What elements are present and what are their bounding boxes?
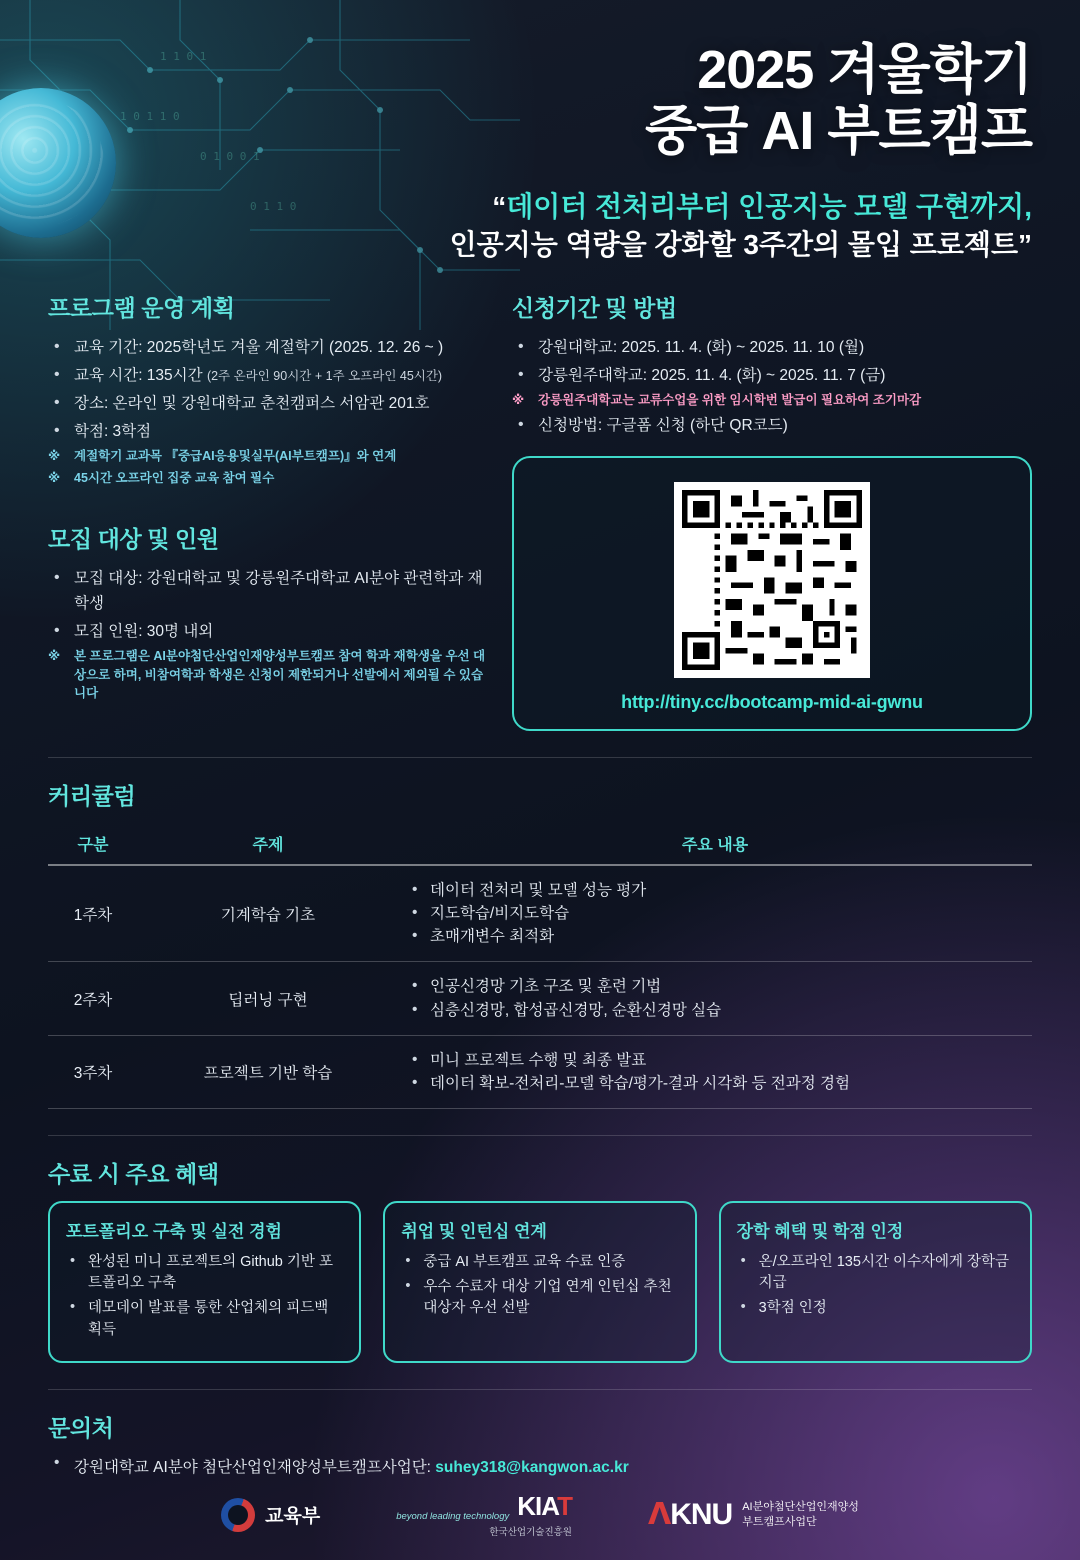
section-curriculum — [48, 778, 1032, 1110]
right-column — [512, 290, 1032, 731]
benefit-card — [719, 1201, 1032, 1362]
list-item — [48, 419, 488, 444]
list-item — [48, 391, 488, 416]
recruit-note-0-text: 본 프로그램은 AI분야첨단산업인재양성부트캠프 참여 학과 재학생을 우선 대상으로 하며, 비참여학과 학생은 신청이 제한되거나 선발에서 제외될 수 있습니다 — [74, 648, 486, 701]
cell-details — [398, 962, 1032, 1036]
section-apply-heading: 신청기간 및 방법 — [512, 294, 677, 321]
list-item — [48, 1455, 1032, 1477]
qr-code-icon[interactable] — [674, 482, 870, 678]
apply-note-0-text: 강릉원주대학교는 교류수업을 위한 임시학번 발급이 필요하여 조기마감 — [538, 392, 922, 407]
detail-item: • 데이터 확보-전처리-모델 학습/평가-결과 시각화 등 전과정 경험 — [406, 1072, 1024, 1095]
list-item — [48, 619, 488, 644]
knu-wordmark: ᐱKNU — [647, 1498, 733, 1531]
list-note — [512, 391, 1032, 410]
detail-item: • 심층신경망, 합성곱신경망, 순환신경망 실습 — [406, 999, 1024, 1022]
poster-header — [0, 0, 1080, 264]
kiat-tagline: beyond leading technology — [396, 1511, 510, 1522]
logo-moe — [221, 1498, 320, 1532]
taegeuk-icon — [221, 1498, 255, 1532]
spacer — [48, 491, 488, 521]
program-note-1-text: 45시간 오프라인 집중 교육 참여 필수 — [74, 470, 275, 485]
section-program-heading: 프로그램 운영 계획 — [48, 294, 235, 321]
program-item-1-text: 교육 시간: 135시간 — [74, 366, 203, 384]
divider — [48, 1135, 1032, 1136]
benefit-item: • 온/오프라인 135시간 이수자에게 장학금 지급 — [737, 1252, 1014, 1294]
detail-item: • 지도학습/비지도학습 — [406, 902, 1024, 925]
detail-item: • 미니 프로젝트 수행 및 최종 발표 — [406, 1049, 1024, 1072]
contact-list — [48, 1455, 1032, 1477]
benefit-item: • 완성된 미니 프로젝트의 Github 기반 포트폴리오 구축 — [66, 1252, 343, 1294]
apply-item-1-text: 강릉원주대학교: 2025. 11. 4. (화) ~ 2025. 11. 7 (금) — [538, 366, 886, 384]
benefit-card-title: 장학 혜택 및 학점 인정 — [736, 1222, 904, 1242]
benefit-card-title: 포트폴리오 구축 및 실전 경험 — [66, 1222, 282, 1242]
kiat-wordmark: KIAT — [517, 1491, 572, 1521]
contact-text: 강원대학교 AI분야 첨단산업인재양성부트캠프사업단: — [74, 1458, 431, 1476]
table-row — [48, 1035, 1032, 1109]
program-item-1-small: (2주 온라인 90시간 + 1주 오프라인 45시간) — [206, 368, 443, 383]
logo-kiat — [396, 1491, 572, 1538]
recruit-item-1-text: 모집 인원: 30명 내외 — [74, 622, 214, 640]
page-title — [48, 40, 1032, 162]
program-item-3-text: 학점: 3학점 — [74, 422, 152, 440]
section-contact — [48, 1410, 1032, 1477]
list-item — [512, 363, 1032, 388]
svg-text:0 1 1 0: 0 1 1 0 — [250, 200, 297, 213]
subtitle-accent: 데이터 전처리부터 인공지능 모델 구현까지, — [506, 191, 1032, 223]
cell-topic: 프로젝트 기반 학습 — [138, 1035, 398, 1109]
section-benefits-heading: 수료 시 주요 혜택 — [48, 1161, 219, 1188]
list-item — [512, 413, 1032, 438]
divider — [48, 757, 1032, 758]
cell-topic: 기계학습 기초 — [138, 865, 398, 962]
top-columns — [48, 290, 1032, 731]
left-column — [48, 290, 488, 731]
svg-text:0 1 0 0 1: 0 1 0 0 1 — [200, 150, 260, 163]
knu-sub-line-1: AI분야첨단산업인재양성 — [742, 1500, 859, 1513]
list-note — [48, 647, 488, 703]
table-row — [48, 865, 1032, 962]
section-recruit-heading: 모집 대상 및 인원 — [48, 525, 219, 552]
svg-text:1 0 1 1 0: 1 0 1 1 0 — [120, 110, 180, 123]
section-program — [48, 290, 488, 488]
benefit-item: • 데모데이 발표를 통한 산업체의 피드백 획득 — [66, 1298, 343, 1340]
table-row — [48, 962, 1032, 1036]
section-benefits — [48, 1156, 1032, 1362]
subtitle — [48, 188, 1032, 264]
recruit-list — [48, 566, 488, 704]
column-header-details: 주요 내용 — [398, 823, 1032, 865]
cell-week: 2주차 — [48, 962, 138, 1036]
program-list — [48, 335, 488, 488]
knu-sub — [742, 1500, 859, 1530]
contact-email[interactable]: suhey318@kangwon.ac.kr — [435, 1458, 629, 1476]
cell-week: 1주차 — [48, 865, 138, 962]
section-curriculum-heading: 커리큘럼 — [48, 782, 136, 809]
program-item-2-text: 장소: 온라인 및 강원대학교 춘천캠퍼스 서암관 201호 — [74, 394, 430, 412]
apply-item-3-text: 신청방법: 구글폼 신청 (하단 QR코드) — [538, 416, 788, 434]
svg-text:1 1 0 1: 1 1 0 1 — [160, 50, 207, 63]
detail-item: • 초매개변수 최적화 — [406, 925, 1024, 948]
subtitle-line-2: 인공지능 역량을 강화할 3주간의 몰입 프로젝트” — [449, 228, 1032, 260]
recruit-item-0-text: 모집 대상: 강원대학교 및 강릉원주대학교 AI분야 관련학과 재학생 — [74, 569, 483, 612]
poster-body — [0, 264, 1080, 1477]
list-item — [512, 335, 1032, 360]
section-apply — [512, 290, 1032, 731]
benefit-item: • 3학점 인정 — [737, 1298, 1014, 1319]
benefit-cards — [48, 1201, 1032, 1362]
benefit-card — [383, 1201, 696, 1362]
logo-knu — [648, 1497, 859, 1532]
footer-logos — [0, 1491, 1080, 1538]
qr-link[interactable]: http://tiny.cc/bootcamp-mid-ai-gwnu — [621, 691, 923, 712]
table-header-row — [48, 823, 1032, 865]
benefit-item: • 우수 수료자 대상 기업 연계 인턴십 추천 대상자 우선 선발 — [401, 1277, 678, 1319]
detail-item: • 인공신경망 기초 구조 및 훈련 기법 — [406, 975, 1024, 998]
title-line-2: 중급 AI 부트캠프 — [645, 101, 1032, 162]
title-line-1: 2025 겨울학기 — [697, 40, 1032, 100]
kiat-sub: 한국산업기술진흥원 — [489, 1527, 572, 1538]
program-item-0-text: 교육 기간: 2025학년도 겨울 계절학기 (2025. 12. 26 ~ ) — [74, 338, 444, 356]
curriculum-table — [48, 823, 1032, 1110]
benefit-card-title: 취업 및 인턴십 연계 — [401, 1222, 547, 1242]
knu-sub-line-2: 부트캠프사업단 — [742, 1515, 817, 1528]
qr-panel — [512, 456, 1032, 731]
list-item — [48, 566, 488, 616]
moe-label: 교육부 — [265, 1506, 321, 1527]
divider — [48, 1389, 1032, 1390]
section-recruit — [48, 521, 488, 704]
benefit-item: • 중급 AI 부트캠프 교육 수료 인증 — [401, 1252, 678, 1273]
cell-details — [398, 1035, 1032, 1109]
section-contact-heading: 문의처 — [48, 1414, 114, 1441]
column-header-week: 구분 — [48, 823, 138, 865]
apply-item-0-text: 강원대학교: 2025. 11. 4. (화) ~ 2025. 11. 10 (월) — [538, 338, 865, 356]
list-item — [48, 335, 488, 360]
detail-item: • 데이터 전처리 및 모델 성능 평가 — [406, 879, 1024, 902]
list-item — [48, 363, 488, 388]
list-note — [48, 447, 488, 466]
subtitle-line-1 — [48, 188, 1032, 226]
list-note — [48, 469, 488, 488]
cell-topic: 딥러닝 구현 — [138, 962, 398, 1036]
cell-week: 3주차 — [48, 1035, 138, 1109]
column-header-topic: 주제 — [138, 823, 398, 865]
apply-list — [512, 335, 1032, 438]
program-note-0-text: 계절학기 교과목 『중급AI응용및실무(AI부트캠프)』와 연계 — [74, 449, 397, 464]
quote-open: “ — [492, 191, 507, 223]
cell-details — [398, 865, 1032, 962]
benefit-card — [48, 1201, 361, 1362]
